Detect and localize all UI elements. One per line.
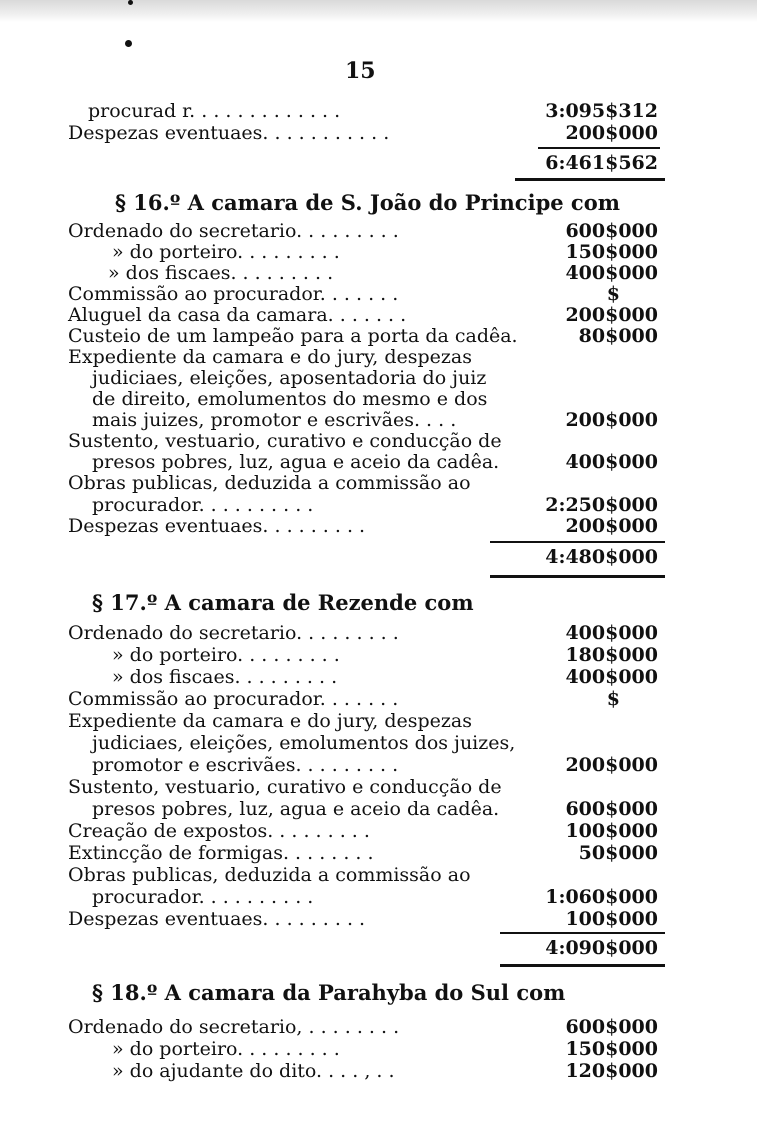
s17-line-4: Commissão ao procurador. . . . . . . (68, 688, 399, 710)
total-rule (500, 964, 665, 967)
s17-value-9: 1:060$000 (545, 886, 658, 908)
s16-value-3: 400$000 (565, 262, 658, 284)
s17-line-8: Sustento, vestuario, curativo e conducção de (68, 776, 502, 798)
s17-value-10: 100$000 (565, 908, 658, 930)
s17-value-7: 100$000 (565, 820, 658, 842)
s17-value-8: 50$000 (578, 842, 658, 864)
top-row-2-value: 200$000 (565, 122, 658, 144)
s16-line-4: Commissão ao procurador. . . . . . . (68, 283, 399, 305)
s17-line-1: Ordenado do secretario. . . . . . . . . (68, 622, 399, 644)
s16-value-1: 600$000 (565, 220, 658, 242)
s18-line-1: Ordenado do secretario, . . . . . . . . (68, 1016, 400, 1038)
s17-line-7: promotor e escrivães. . . . . . . . . (92, 754, 399, 776)
s18-value-2: 150$000 (565, 1038, 658, 1060)
s16-line-5: Aluguel da casa da camara. . . . . . . (68, 304, 407, 326)
s18-line-3: » do ajudante do dito. . . . , . . (112, 1060, 395, 1082)
s16-value-4: $ (606, 283, 620, 305)
s16-line-14: procurador. . . . . . . . . . (92, 494, 314, 516)
s16-line-9: de direito, emolumentos do mesmo e dos (92, 388, 488, 410)
s16-line-8: judiciaes, eleições, aposentadoria do juiz (92, 367, 487, 389)
s16-line-13: Obras publicas, deduzida a commissão ao (68, 472, 471, 494)
s17-value-5: 200$000 (565, 754, 658, 776)
s17-value-2: 180$000 (565, 644, 658, 666)
s16-value-10: 200$000 (565, 515, 658, 537)
s18-value-3: 120$000 (565, 1060, 658, 1082)
s16-line-6: Custeio de um lampeão para a porta da cadêa. (68, 325, 518, 347)
scan-top-strip (0, 0, 757, 22)
s16-line-10: mais juizes, promotor e escrivães. . . . (92, 409, 457, 431)
s17-line-3: » dos fiscaes. . . . . . . . . (112, 666, 338, 688)
s16-value-8: 400$000 (565, 451, 658, 473)
s17-line-9: presos pobres, luz, agua e aceio da cadêa. (92, 798, 500, 820)
s17-line-12: Obras publicas, deduzida a commissão ao (68, 864, 471, 886)
s17-value-1: 400$000 (565, 622, 658, 644)
s17-line-5: Expediente da camara e do jury, despezas (68, 710, 473, 732)
s16-value-5: 200$000 (565, 304, 658, 326)
s17-total: 4:090$000 (545, 937, 658, 959)
s16-line-3: » dos fiscaes. . . . . . . . . (108, 262, 334, 284)
s16-line-12: presos pobres, luz, agua e aceio da cadêa. (92, 451, 500, 473)
ink-dot (125, 40, 132, 47)
s17-line-14: Despezas eventuaes. . . . . . . . . (68, 908, 366, 930)
s16-line-15: Despezas eventuaes. . . . . . . . . (68, 515, 366, 537)
section-18-heading: § 18.º A camara da Parahyba do Sul com (92, 980, 566, 1005)
section-16-heading: § 16.º A camara de S. João do Principe com (115, 190, 620, 215)
s18-line-2: » do porteiro. . . . . . . . . (112, 1038, 340, 1060)
top-row-1-label: procurad r. . . . . . . . . . . . . (88, 100, 341, 122)
s17-line-10: Creação de expostos. . . . . . . . . (68, 820, 370, 842)
s16-value-2: 150$000 (565, 241, 658, 263)
s16-line-1: Ordenado do secretario. . . . . . . . . (68, 220, 399, 242)
section-17-heading: § 17.º A camara de Rezende com (92, 590, 474, 615)
s16-value-6: 80$000 (578, 325, 658, 347)
s17-line-13: procurador. . . . . . . . . . (92, 886, 314, 908)
page-number: 15 (345, 58, 376, 84)
s17-line-2: » do porteiro. . . . . . . . . (112, 644, 340, 666)
ink-dot (128, 0, 133, 5)
s18-value-1: 600$000 (565, 1016, 658, 1038)
s16-line-2: » do porteiro. . . . . . . . . (112, 241, 340, 263)
s16-line-7: Expediente da camara e do jury, despezas (68, 346, 473, 368)
s16-line-11: Sustento, vestuario, curativo e conducção de (68, 430, 502, 452)
subtotal-rule (500, 932, 665, 934)
s17-value-4: $ (606, 688, 620, 710)
total-rule (515, 178, 665, 181)
subtotal-rule (538, 147, 660, 149)
subtotal-rule (490, 541, 665, 543)
total-rule (490, 575, 665, 578)
s16-value-7: 200$000 (565, 409, 658, 431)
top-row-2-label: Despezas eventuaes. . . . . . . . . . . (68, 122, 390, 144)
s17-value-3: 400$000 (565, 666, 658, 688)
s17-line-6: judiciaes, eleições, emolumentos dos juizes, (92, 732, 516, 754)
s17-line-11: Extincção de formigas. . . . . . . . (68, 842, 374, 864)
top-row-1-value: 3:095$312 (545, 100, 658, 122)
s17-value-6: 600$000 (565, 798, 658, 820)
s16-value-9: 2:250$000 (545, 494, 658, 516)
s16-total: 4:480$000 (545, 546, 658, 568)
top-total: 6:461$562 (545, 152, 658, 174)
